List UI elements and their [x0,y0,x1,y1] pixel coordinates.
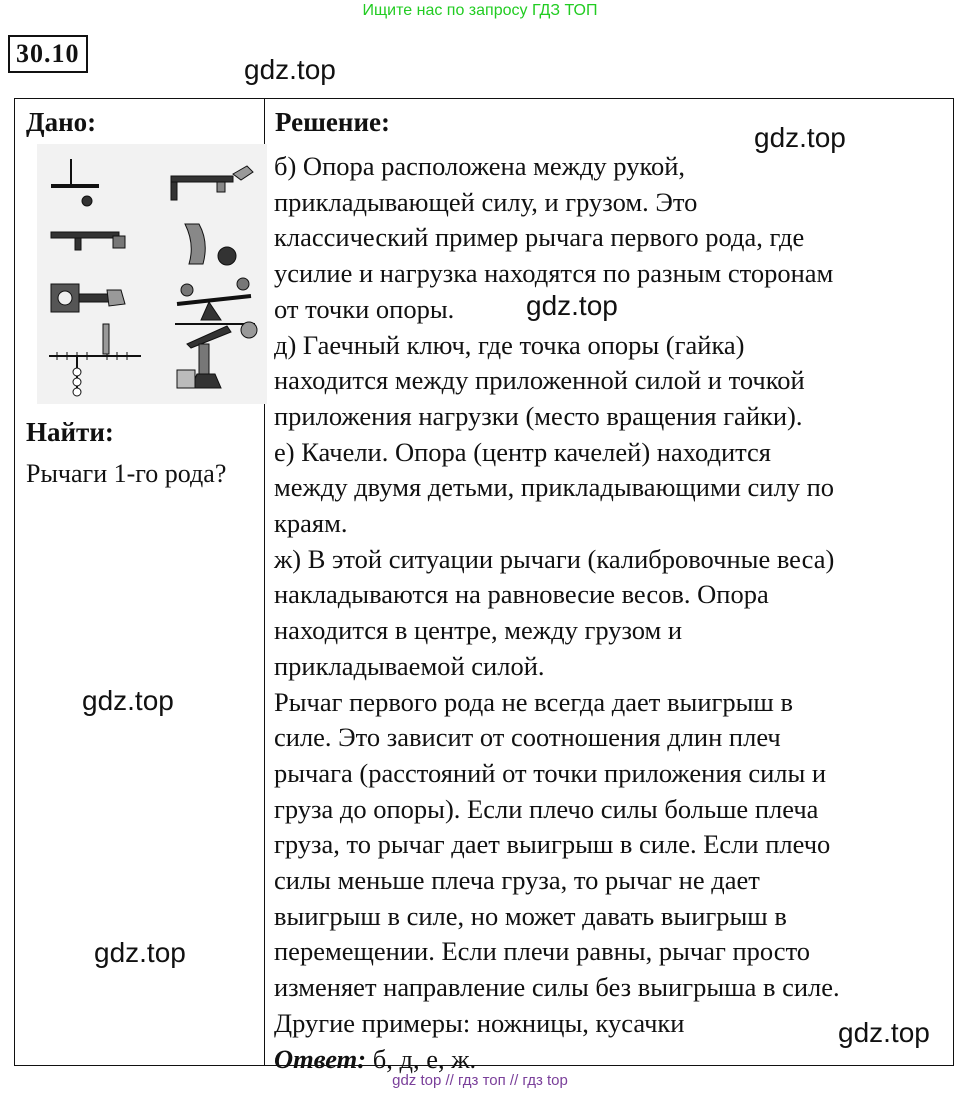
solution-line: е) Качели. Опора (центр качелей) находится [274,436,771,467]
lever-figures-illustration [37,144,267,404]
solution-body [274,149,944,1077]
find-text: Рычаги 1-го рода? [26,459,227,488]
solution-line: усилие и нагрузка находятся по разным сторонам [274,258,834,289]
solution-line: классический пример рычага первого рода, где [274,222,805,253]
solution-line: Рычаг первого рода не всегда дает выигрыш в [274,686,793,717]
solution-line: выигрыш в силе, но может давать выигрыш в [274,900,787,931]
solution-line: перемещении. Если плечи равны, рычаг просто [274,936,811,967]
solution-line: груза до опоры). Если плечо силы больше плеча [274,793,819,824]
solution-line: накладываются на равновесие весов. Опора [274,579,769,610]
task-number: 30.10 [8,35,88,73]
solution-line: изменяет направление силы без выигрыша в силе. [274,972,840,1003]
solution-heading: Решение: [275,107,390,137]
solution-line: находится между приложенной силой и точкой [274,365,805,396]
solution-line: силы меньше плеча груза, то рычаг не дает [274,865,760,896]
solution-line: между двумя детьми, прикладывающими силу по [274,472,835,503]
solution-line: находится в центре, между грузом и [274,615,683,646]
solution-line: силе. Это зависит от соотношения длин плеч [274,722,781,753]
solution-line: рычага (расстояний от точки приложения силы и [274,757,827,788]
solution-table [14,98,954,1074]
solution-line: приложения нагрузки (место вращения гайки). [274,400,803,431]
top-banner[interactable]: Ищите нас по запросу ГДЗ ТОП [362,2,598,19]
solution-line: Другие примеры: ножницы, кусачки [274,1007,685,1038]
solution-line: прикладываемой силой. [274,650,545,681]
solution-line: д) Гаечный ключ, где точка опоры (гайка) [274,329,745,360]
solution-line: б) Опора расположена между рукой, [274,151,686,181]
watermark-4: gdz.top [82,685,174,716]
watermark-2: gdz.top [754,122,846,153]
answer-value: б, д, е, ж. [366,1043,477,1074]
solution-line: прикладывающей силу, и грузом. Это [274,186,698,217]
find-heading: Найти: [26,417,114,447]
watermark-5: gdz.top [94,937,186,968]
solution-line: от точки опоры. [274,293,455,324]
solution-line: ж) В этой ситуации рычаги (калибровочные веса) [274,543,835,574]
given-heading: Дано: [26,107,97,137]
solution-line: груза, то рычаг дает выигрыш в силе. Если плечо [274,829,831,860]
answer-label: Ответ: [274,1043,367,1074]
watermark-1: gdz.top [244,54,336,85]
footer-links[interactable]: gdz top // гдз топ // гдз top [392,1072,568,1089]
solution-line: краям. [274,508,348,539]
watermark-6: gdz.top [838,1017,930,1048]
watermark-3: gdz.top [526,290,618,321]
